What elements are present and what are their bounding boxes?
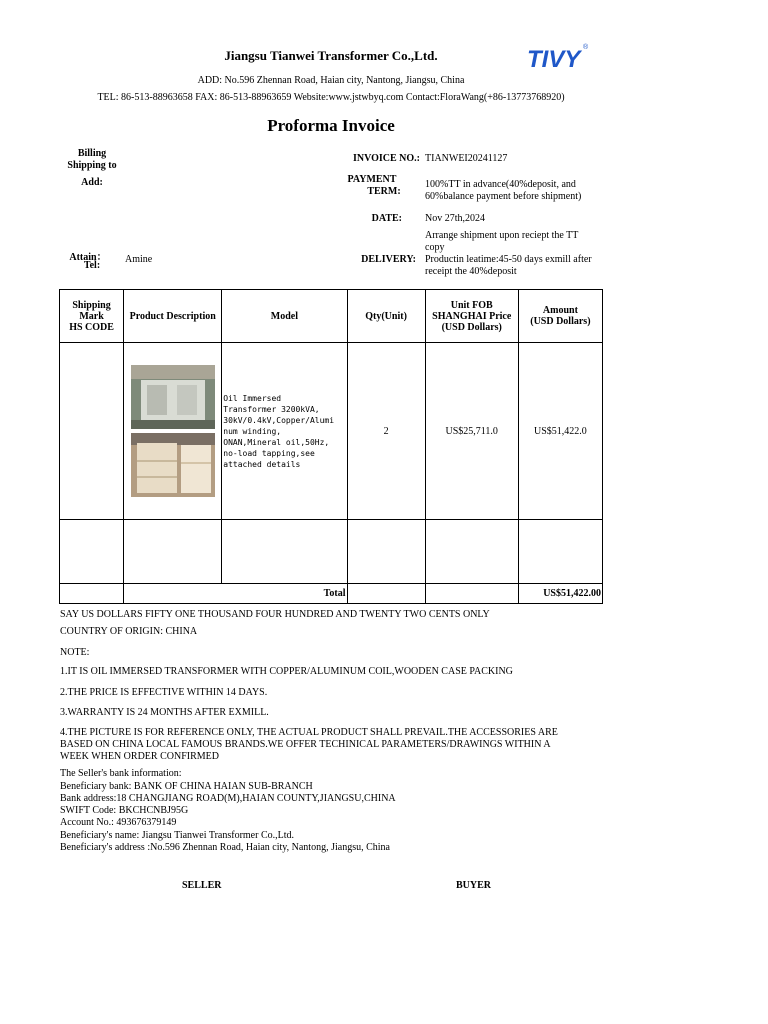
note-4-line-2: BASED ON CHINA LOCAL FAMOUS BRANDS.WE OFFER TECHINICAL PARAMETERS/DRAWINGS WITHIN A	[60, 739, 551, 750]
payment-term-label-1: PAYMENT	[347, 174, 397, 185]
page-title: Proforma Invoice	[267, 116, 395, 135]
delivery-value-2: copy	[425, 242, 445, 253]
company-logo	[526, 42, 596, 72]
table-header-row	[60, 290, 603, 343]
logo-text: TIVY	[527, 46, 581, 72]
payment-term-value-2: 60%balance payment before shipment)	[425, 191, 582, 202]
cell-model: Oil Immersed Transformer 3200kVA, 30kV/0.4kV,Copper/Alumi num winding, ONAN,Mineral oil,50Hz, no-load tapping,see attached details	[222, 343, 347, 520]
date-label: DATE:	[371, 213, 402, 224]
note-1: 1.IT IS OIL IMMERSED TRANSFORMER WITH COPPER/ALUMINUM COIL,WOODEN CASE PACKING	[60, 666, 513, 677]
attain-label: Attain：	[69, 252, 107, 263]
invoice-no-value: TIANWEI20241127	[425, 153, 508, 164]
attain-value: Amine	[125, 254, 153, 265]
table-row-empty	[60, 520, 603, 584]
cell-unit-price: US$25,711.0	[425, 343, 518, 520]
note-3: 3.WARRANTY IS 24 MONTHS AFTER EXMILL.	[60, 707, 269, 718]
payment-term-label-2: TERM:	[367, 186, 401, 197]
amount-in-words: SAY US DOLLARS FIFTY ONE THOUSAND FOUR HUNDRED AND TWENTY TWO CENTS ONLY	[60, 609, 490, 620]
delivery-value-1: Arrange shipment upon reciept the TT	[425, 230, 579, 241]
note-2: 2.THE PRICE IS EFFECTIVE WITHIN 14 DAYS.	[60, 687, 268, 698]
account-no: Account No.: 493676379149	[60, 817, 177, 828]
cell-shipping-mark	[60, 343, 124, 520]
table-row	[60, 343, 603, 520]
note-label: NOTE:	[60, 647, 90, 658]
delivery-label: DELIVERY:	[361, 254, 416, 265]
beneficiary-address: Beneficiary's address :No.596 Zhennan Road, Haian city, Nantong, Jiangsu, China	[60, 842, 390, 853]
invoice-no-label: INVOICE NO.:	[352, 153, 420, 164]
beneficiary-name: Beneficiary's name: Jiangsu Tianwei Transformer Co.,Ltd.	[60, 830, 294, 841]
bank-address: Bank address:18 CHANGJIANG ROAD(M),HAIAN COUNTY,JIANGSU,CHINA	[60, 793, 396, 804]
cell-product-photos	[124, 343, 222, 520]
items-table	[59, 289, 603, 604]
table-total-row	[60, 584, 603, 604]
payment-term-value-1: 100%TT in advance(40%deposit, and	[425, 179, 576, 190]
wooden-case-photo	[131, 433, 215, 497]
bank-intro: The Seller's bank information:	[60, 768, 182, 779]
header-amount: Amount (USD Dollars)	[518, 290, 602, 343]
beneficiary-bank: Beneficiary bank: BANK OF CHINA HAIAN SUB-BRANCH	[60, 781, 313, 792]
billing-label: Billing	[77, 148, 107, 159]
tel-label: Tel:	[83, 260, 101, 271]
company-address: ADD: No.596 Zhennan Road, Haian city, Nantong, Jiangsu, China	[197, 75, 465, 86]
date-value: Nov 27th,2024	[425, 213, 485, 224]
total-value: US$51,422.00	[518, 584, 602, 604]
note-4-line-1: 4.THE PICTURE IS FOR REFERENCE ONLY, THE ACTUAL PRODUCT SHALL PREVAIL.THE ACCESSORIES ARE	[60, 727, 558, 738]
transformer-photo	[131, 365, 215, 429]
header-product-description: Product Description	[124, 290, 222, 343]
company-contact: TEL: 86-513-88963658 FAX: 86-513-88963659 Website:www.jstwbyq.com Contact:FloraWang(+86-13773768920)	[97, 92, 565, 103]
header-qty: Qty(Unit)	[347, 290, 425, 343]
logo-registered-mark: ®	[583, 44, 589, 51]
delivery-value-3: Productin leatime:45-50 days exmill after	[425, 254, 592, 265]
header-unit-price: Unit FOB SHANGHAI Price (USD Dollars)	[425, 290, 518, 343]
delivery-value-4: receipt the 40%deposit	[425, 266, 517, 277]
header-shipping-mark: Shipping Mark HS CODE	[60, 290, 124, 343]
swift-code: SWIFT Code: BKCHCNBJ95G	[60, 805, 189, 816]
add-label: Add:	[81, 177, 103, 188]
company-name: Jiangsu Tianwei Transformer Co.,Ltd.	[224, 48, 438, 63]
header-model: Model	[222, 290, 347, 343]
buyer-signature-label: BUYER	[456, 880, 492, 891]
shipping-to-label: Shipping to	[67, 160, 117, 171]
cell-qty: 2	[347, 343, 425, 520]
seller-signature-label: SELLER	[182, 880, 222, 891]
country-of-origin: COUNTRY OF ORIGIN: CHINA	[60, 626, 198, 637]
total-label: Total	[124, 584, 347, 604]
note-4-line-3: WEEK WHEN ORDER CONFIRMED	[60, 751, 219, 762]
cell-amount: US$51,422.0	[518, 343, 602, 520]
